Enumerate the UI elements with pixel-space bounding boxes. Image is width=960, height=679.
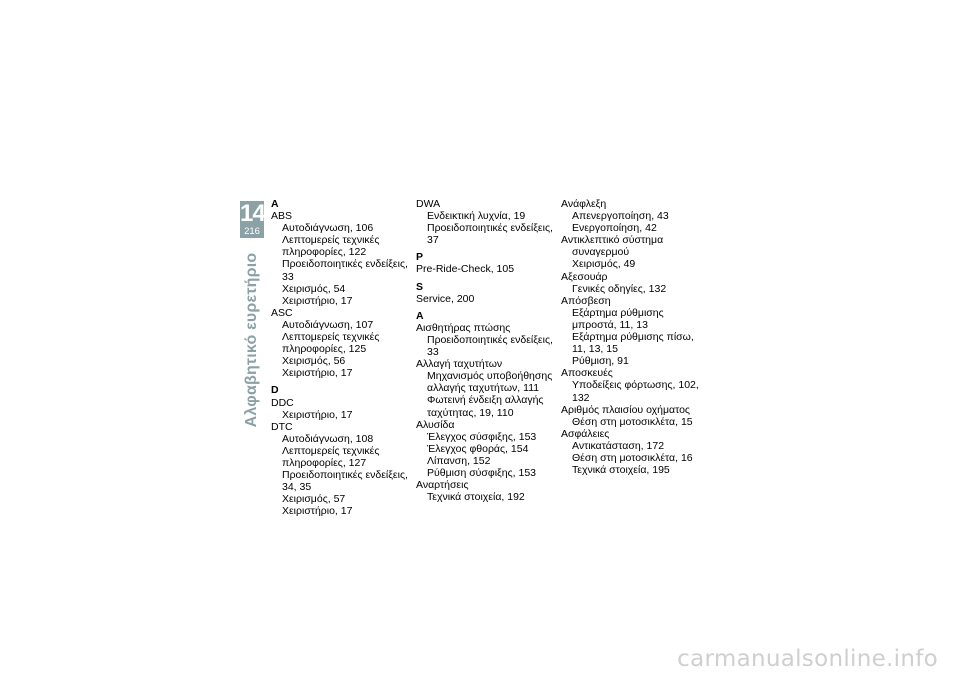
index-subentry: Αυτοδιάγνωση, 106 bbox=[282, 222, 374, 235]
index-subentry: Προειδοποιητικές ενδείξεις, 34, 35 bbox=[282, 469, 408, 494]
index-subentry: Ρύθμιση, 91 bbox=[572, 355, 629, 368]
index-subentry: Αντικατάσταση, 172 bbox=[572, 439, 665, 452]
index-subentry: Προειδοποιητικές ενδείξεις, 33 bbox=[427, 333, 553, 359]
index-subentry: Λεπτομερείς τεχνικές πληροφορίες, 125 bbox=[282, 331, 380, 356]
index-subentry: Χειριστήριο, 17 bbox=[282, 294, 353, 307]
index-term: Αλλαγή ταχυτήτων bbox=[416, 358, 503, 371]
index-subentry: Εξάρτημα ρύθμισης πίσω, 11, 13, 15 bbox=[572, 331, 694, 356]
index-subentry: Προειδοποιητικές ενδείξεις, 33 bbox=[282, 258, 408, 283]
index-subentry: Αυτοδιάγνωση, 107 bbox=[282, 318, 374, 331]
index-term: Αισθητήρας πτώσης bbox=[416, 321, 511, 334]
chapter-number: 14 bbox=[240, 200, 265, 227]
index-subentry: Θέση στη μοτοσικλέτα, 15 bbox=[572, 415, 693, 428]
index-subentry: Θέση στη μοτοσικλέτα, 16 bbox=[572, 451, 693, 464]
index-term: DWA bbox=[416, 198, 441, 210]
index-subentry: Υποδείξεις φόρτωσης, 102, 132 bbox=[572, 379, 699, 404]
index-term: ABS bbox=[271, 210, 293, 223]
index-subentry: Χειρισμός, 54 bbox=[282, 282, 346, 295]
index-subentry: Λίπανση, 152 bbox=[427, 454, 491, 467]
chapter-badge bbox=[240, 201, 264, 238]
index-section-letter: Α bbox=[416, 309, 424, 322]
index-term: Service, 200 bbox=[416, 292, 475, 305]
index-subentry: Έλεγχος φθοράς, 154 bbox=[427, 442, 529, 455]
index-subentry: Προειδοποιητικές ενδείξεις, 37 bbox=[427, 222, 553, 247]
page-number: 216 bbox=[244, 226, 260, 237]
index-term: Pre-Ride-Check, 105 bbox=[416, 263, 515, 276]
index-term: Αριθμός πλαισίου οχήματος bbox=[561, 403, 690, 416]
index-subentry: Χειριστήριο, 17 bbox=[282, 408, 353, 421]
index-subentry: Τεχνικά στοιχεία, 195 bbox=[572, 464, 670, 477]
index-term: ASC bbox=[271, 306, 293, 319]
index-subentry: Απενεργοποίηση, 43 bbox=[572, 210, 669, 223]
index-subentry: Ενεργοποίηση, 42 bbox=[572, 222, 657, 235]
index-column-1 bbox=[271, 198, 416, 517]
index-term: Αναρτήσεις bbox=[416, 479, 469, 492]
index-column-2 bbox=[416, 198, 561, 503]
index-section-letter: D bbox=[271, 384, 279, 397]
index-subentry: Χειρισμός, 57 bbox=[282, 493, 346, 506]
index-subentry: Χειριστήριο, 17 bbox=[282, 367, 353, 380]
index-term: Απόσβεση bbox=[561, 294, 611, 307]
index-subentry: Λεπτομερείς τεχνικές πληροφορίες, 122 bbox=[282, 234, 380, 259]
index-column-3 bbox=[561, 198, 706, 476]
index-term: DTC bbox=[271, 420, 293, 433]
index-section-letter: P bbox=[416, 251, 424, 264]
index-subentry: Χειρισμός, 56 bbox=[282, 355, 346, 368]
section-title-vertical: Αλφαβητικό ευρετήριο bbox=[243, 252, 260, 428]
index-subentry: Ρύθμιση σύσφιξης, 153 bbox=[427, 466, 537, 479]
index-subentry: Φωτεινή ένδειξη αλλαγής ταχύτητας, 19, 110 bbox=[427, 394, 544, 419]
index-subentry: Λεπτομερείς τεχνικές πληροφορίες, 127 bbox=[282, 444, 380, 469]
index-subentry: Μηχανισμός υποβοήθησης αλλαγής ταχυτήτων, 111 bbox=[427, 370, 553, 395]
index-term: Αντικλεπτικό σύστημα bbox=[561, 234, 664, 247]
index-subentry: Αυτοδιάγνωση, 108 bbox=[282, 432, 374, 445]
index-subentry: συναγερμού bbox=[572, 246, 630, 259]
index-subentry: Εξάρτημα ρύθμισης μπροστά, 11, 13 bbox=[572, 306, 664, 331]
index-subentry: Ενδεικτική λυχνία, 19 bbox=[427, 210, 526, 223]
watermark: carmanualsonline.info bbox=[677, 646, 938, 672]
index-term: Αλυσίδα bbox=[416, 418, 455, 431]
index-subentry: Χειριστήριο, 17 bbox=[282, 505, 353, 518]
index-term: Αποσκευές bbox=[561, 367, 613, 380]
index-term: Ασφάλειες bbox=[561, 427, 610, 440]
index-section-letter: A bbox=[271, 198, 279, 210]
index-subentry: Χειρισμός, 49 bbox=[572, 258, 636, 271]
index-section-letter: S bbox=[416, 280, 424, 293]
index-term: DDC bbox=[271, 396, 294, 409]
index-subentry: Έλεγχος σύσφιξης, 153 bbox=[427, 430, 537, 443]
index-term: Αξεσουάρ bbox=[561, 270, 608, 283]
index-term: Ανάφλεξη bbox=[561, 198, 607, 210]
index-subentry: Τεχνικά στοιχεία, 192 bbox=[427, 491, 525, 504]
index-subentry: Γενικές οδηγίες, 132 bbox=[572, 282, 667, 295]
